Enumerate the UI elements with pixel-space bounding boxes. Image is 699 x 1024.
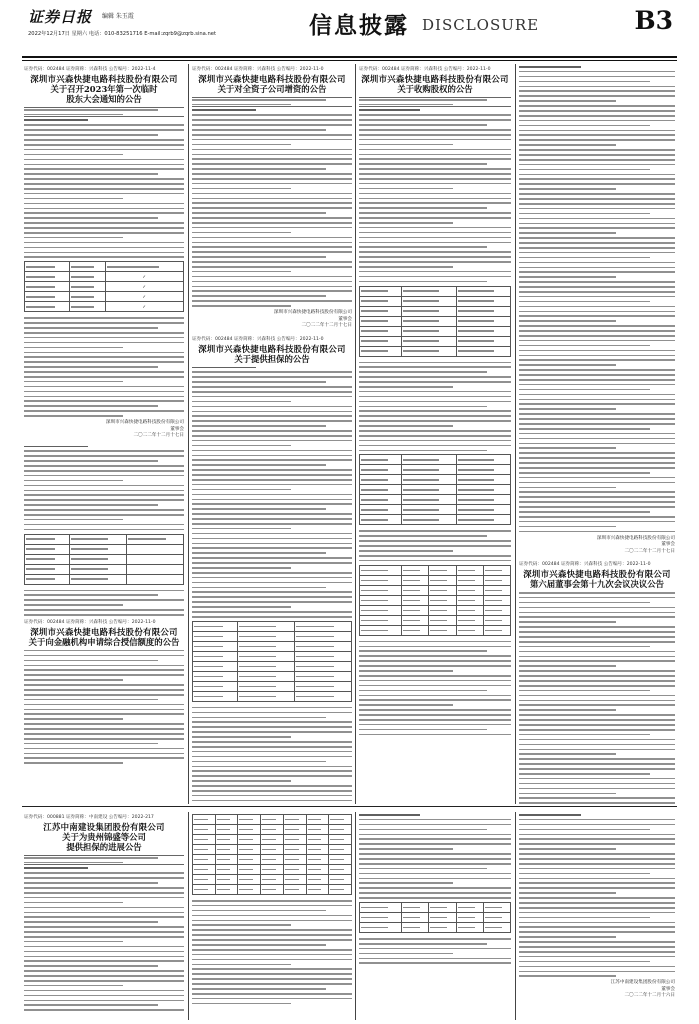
signature-company: 深圳市兴森快捷电路科技股份有限公司 [273, 310, 352, 315]
signature-role: 董事会 [338, 316, 352, 322]
signature-date: 二〇二二年十二月十七日 [624, 548, 675, 554]
column-divider [515, 64, 516, 804]
proposal-table-2 [24, 534, 184, 585]
notice-title-line: 关于召开2023年第一次临时 [50, 84, 158, 94]
column-1 [24, 66, 184, 804]
dateline: 2022年12月17日 星期六 电话：010-83251716 E-mail:zqrb9@zqrb.sina.net [28, 31, 217, 37]
page-code: B3 [634, 6, 673, 35]
declaration-box [192, 97, 352, 107]
masthead-rule-thin [22, 60, 677, 61]
financial-table [359, 286, 511, 357]
section-title: 信息披露 [309, 12, 409, 39]
signature-company: 江苏中南建设集团股份有限公司 [610, 980, 675, 986]
section-separator [22, 806, 677, 807]
declaration-box [359, 97, 511, 107]
lower-column-3 [359, 814, 511, 1020]
signature-block [24, 420, 184, 440]
signature-date: 二〇二二年十二月十七日 [133, 433, 184, 439]
column-divider [355, 812, 356, 1020]
notice-meta: 证券代码：002484 证券简称：兴森科技 公告编号：2022-11-0 [192, 336, 324, 342]
notice-body [24, 119, 184, 258]
section-title-en: DISCLOSURE [422, 16, 540, 34]
proposal-table: ✓ ✓ ✓ ✓ [24, 261, 184, 312]
notice-meta: 证券代码：000881 证券简称：中南建设 公告编号：2022-217 [24, 815, 154, 820]
notice-meta: 证券代码：002484 证券简称：兴森科技 公告编号：2022-11-0 [519, 562, 651, 567]
notice-meta: 证券代码：002484 证券简称：兴森科技 公告编号：2022-11-0 [24, 619, 156, 625]
signature-block [519, 980, 675, 1000]
notice-body-continued [519, 66, 675, 532]
signature-block [192, 310, 352, 330]
notice-company: 深圳市兴森快捷电路科技股份有限公司 [361, 74, 509, 84]
notice-title-line: 提供担保的进展公告 [66, 842, 142, 852]
column-divider [355, 64, 356, 804]
notice-title: 关于收购股权的公告 [397, 84, 473, 94]
notice-company: 深圳市兴森快捷电路科技股份有限公司 [198, 74, 346, 84]
column-3 [359, 66, 511, 804]
column-divider [188, 64, 189, 804]
notice-body [192, 109, 352, 306]
notice-body [359, 109, 511, 282]
signature-role: 董事会 [661, 986, 675, 992]
notice-title-line: 关于为贵州锦盛等公司 [62, 832, 146, 842]
notice-company: 深圳市兴森快捷电路科技股份有限公司 [523, 569, 671, 579]
signature-block [519, 536, 675, 556]
notice-company: 深圳市兴森快捷电路科技股份有限公司 [30, 74, 178, 84]
notice-title [24, 832, 184, 852]
newspaper-logo: 证券日报 [28, 8, 93, 26]
masthead [22, 6, 677, 58]
guarantee-progress-table [192, 814, 352, 895]
notice-title [24, 84, 184, 104]
notice-company: 江苏中南建设集团股份有限公司 [43, 822, 165, 832]
signature-company: 深圳市兴森快捷电路科技股份有限公司 [596, 535, 675, 541]
financial-table [192, 621, 352, 702]
notice-meta: 证券代码：002484 证券简称：兴森科技 公告编号：2022-11-4 [24, 67, 156, 72]
notice-title: 关于提供担保的公告 [234, 353, 310, 364]
signature-role: 董事会 [661, 542, 675, 547]
notice-meta: 证券代码：002484 证券简称：兴森科技 公告编号：2022-11-0 [359, 67, 491, 72]
editor-credit: 编辑 朱玉霞 [102, 13, 134, 20]
declaration-box [24, 855, 184, 865]
signature-date: 二〇二二年十二月十六日 [624, 993, 675, 999]
column-2 [192, 66, 352, 804]
notice-company: 深圳市兴森快捷电路科技股份有限公司 [198, 343, 346, 354]
column-4 [519, 66, 675, 804]
column-divider [188, 812, 189, 1020]
masthead-rule [22, 56, 677, 58]
notice-title: 第六届董事会第十九次会议决议公告 [530, 579, 664, 589]
lower-column-1 [24, 814, 184, 1020]
notice-title: 关于对全资子公司增资的公告 [217, 84, 327, 94]
lower-column-2 [192, 814, 352, 1020]
notice-title: 关于向金融机构申请综合授信额度的公告 [28, 636, 180, 647]
signature-date: 二〇二二年十二月十七日 [301, 323, 352, 328]
financial-table-2 [359, 454, 511, 525]
subsidiary-financials-table [359, 902, 511, 933]
notice-company: 深圳市兴森快捷电路科技股份有限公司 [30, 626, 178, 637]
notice-title-line: 股东大会通知的公告 [66, 94, 142, 104]
lower-column-4 [519, 814, 675, 1020]
signature-role: 董事会 [170, 426, 184, 432]
declaration-box [24, 107, 184, 117]
guarantee-table [359, 565, 511, 636]
signature-company: 深圳市兴森快捷电路科技股份有限公司 [105, 420, 184, 426]
column-divider [515, 812, 516, 1020]
notice-meta: 证券代码：002484 证券简称：兴森科技 公告编号：2022-11-0 [192, 67, 324, 72]
